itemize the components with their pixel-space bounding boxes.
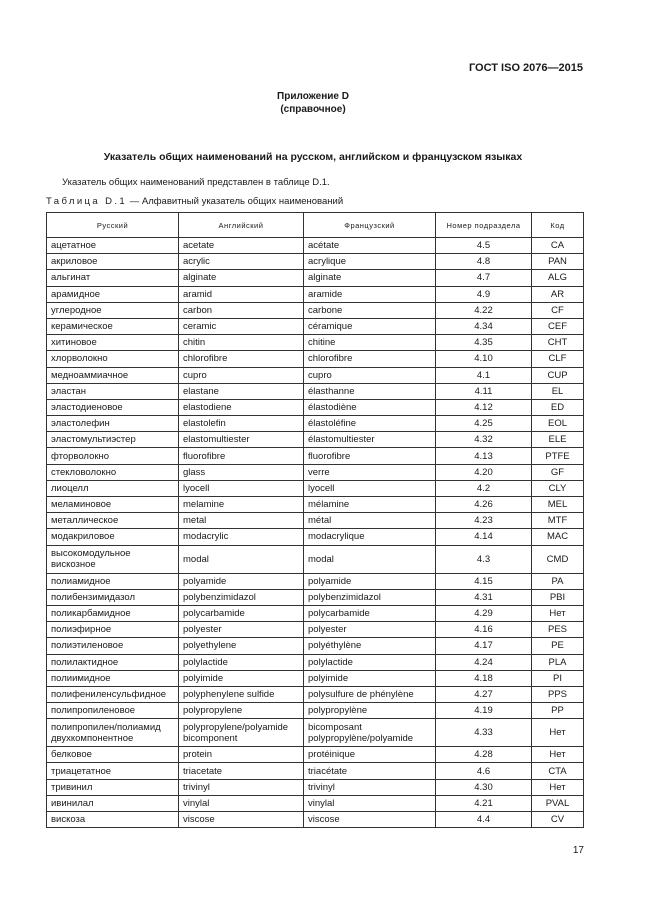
table-row	[47, 812, 584, 828]
cell-subsection: 4.31	[436, 589, 532, 605]
cell-english: polycarbamide	[179, 605, 304, 621]
cell-code: Нет	[532, 719, 584, 747]
cell-subsection: 4.1	[436, 367, 532, 383]
cell-russian: керамическое	[47, 318, 179, 334]
cell-subsection: 4.24	[436, 654, 532, 670]
table-row	[47, 670, 584, 686]
cell-russian: тривинил	[47, 779, 179, 795]
intro-paragraph: Указатель общих наименований представлен в таблице D.1.	[62, 177, 330, 188]
table-row	[47, 589, 584, 605]
cell-code: Нет	[532, 605, 584, 621]
table-caption	[46, 196, 343, 207]
cell-french: vinylal	[304, 795, 436, 811]
cell-russian: акриловое	[47, 254, 179, 270]
cell-russian: вискоза	[47, 812, 179, 828]
cell-code: AR	[532, 286, 584, 302]
cell-russian: эластолефин	[47, 416, 179, 432]
cell-english: modal	[179, 545, 304, 573]
cell-french: élasthanne	[304, 383, 436, 399]
cell-russian: поликарбамидное	[47, 605, 179, 621]
cell-french: trivinyl	[304, 779, 436, 795]
cell-subsection: 4.27	[436, 686, 532, 702]
cell-russian: полиимидное	[47, 670, 179, 686]
cell-russian: модакриловое	[47, 529, 179, 545]
cell-english: cupro	[179, 367, 304, 383]
cell-russian: полибензимидазол	[47, 589, 179, 605]
cell-subsection: 4.17	[436, 638, 532, 654]
cell-code: CEF	[532, 318, 584, 334]
cell-russian: полиэтиленовое	[47, 638, 179, 654]
cell-english: ceramic	[179, 318, 304, 334]
cell-code: ALG	[532, 270, 584, 286]
cell-english: fluorofibre	[179, 448, 304, 464]
cell-french: alginate	[304, 270, 436, 286]
table-row	[47, 432, 584, 448]
cell-russian: арамидное	[47, 286, 179, 302]
table-row	[47, 351, 584, 367]
cell-french: métal	[304, 513, 436, 529]
cell-code: ED	[532, 399, 584, 415]
cell-french: chlorofibre	[304, 351, 436, 367]
cell-code: PLA	[532, 654, 584, 670]
cell-code: MEL	[532, 497, 584, 513]
cell-english: polypropylene	[179, 703, 304, 719]
cell-russian: белковое	[47, 747, 179, 763]
cell-subsection: 4.30	[436, 779, 532, 795]
cell-french: bicomposant polypropylène/polyamide	[304, 719, 436, 747]
cell-subsection: 4.29	[436, 605, 532, 621]
cell-subsection: 4.16	[436, 622, 532, 638]
header-row	[47, 213, 584, 238]
cell-russian: полиамидное	[47, 573, 179, 589]
cell-french: acétate	[304, 238, 436, 254]
cell-russian: полилактидное	[47, 654, 179, 670]
table-row	[47, 399, 584, 415]
table-row	[47, 763, 584, 779]
table-row	[47, 654, 584, 670]
cell-french: chitine	[304, 335, 436, 351]
standard-designation: ГОСТ ISO 2076—2015	[468, 62, 583, 74]
cell-french: lyocell	[304, 480, 436, 496]
cell-french: acrylique	[304, 254, 436, 270]
cell-english: polypropylene/polyamide bicomponent	[179, 719, 304, 747]
cell-russian: медноаммиачное	[47, 367, 179, 383]
cell-english: polyethylene	[179, 638, 304, 654]
cell-subsection: 4.26	[436, 497, 532, 513]
cell-french: modal	[304, 545, 436, 573]
table-row	[47, 383, 584, 399]
cell-code: MTF	[532, 513, 584, 529]
cell-english: metal	[179, 513, 304, 529]
cell-english: trivinyl	[179, 779, 304, 795]
cell-code: CLF	[532, 351, 584, 367]
table-row	[47, 318, 584, 334]
cell-subsection: 4.32	[436, 432, 532, 448]
table-row	[47, 238, 584, 254]
cell-french: protéinique	[304, 747, 436, 763]
cell-russian: триацетатное	[47, 763, 179, 779]
cell-french: modacrylique	[304, 529, 436, 545]
cell-russian: меламиновое	[47, 497, 179, 513]
table-row	[47, 286, 584, 302]
cell-code: EL	[532, 383, 584, 399]
cell-english: polyimide	[179, 670, 304, 686]
cell-french: aramide	[304, 286, 436, 302]
cell-subsection: 4.14	[436, 529, 532, 545]
cell-subsection: 4.28	[436, 747, 532, 763]
cell-code: MAC	[532, 529, 584, 545]
cell-subsection: 4.9	[436, 286, 532, 302]
cell-french: élastoléfine	[304, 416, 436, 432]
cell-russian: ацетатное	[47, 238, 179, 254]
cell-russian: стекловолокно	[47, 464, 179, 480]
cell-french: polylactide	[304, 654, 436, 670]
cell-code: GF	[532, 464, 584, 480]
cell-russian: хлорволокно	[47, 351, 179, 367]
table-row	[47, 270, 584, 286]
annex-heading	[0, 90, 626, 116]
cell-code: CLY	[532, 480, 584, 496]
cell-code: CF	[532, 302, 584, 318]
table-row	[47, 529, 584, 545]
cell-subsection: 4.33	[436, 719, 532, 747]
column-header-subsection: Номер подраздела	[436, 213, 532, 238]
table-row	[47, 545, 584, 573]
cell-code: PTFE	[532, 448, 584, 464]
cell-french: céramique	[304, 318, 436, 334]
cell-code: PAN	[532, 254, 584, 270]
cell-code: CHT	[532, 335, 584, 351]
cell-english: acrylic	[179, 254, 304, 270]
cell-french: polyimide	[304, 670, 436, 686]
cell-french: polypropylène	[304, 703, 436, 719]
cell-french: polysulfure de phénylène	[304, 686, 436, 702]
cell-russian: хитиновое	[47, 335, 179, 351]
cell-french: verre	[304, 464, 436, 480]
cell-code: CMD	[532, 545, 584, 573]
column-header-russian: Русский	[47, 213, 179, 238]
cell-russian: эластодиеновое	[47, 399, 179, 415]
cell-code: CV	[532, 812, 584, 828]
cell-code: PVAL	[532, 795, 584, 811]
annex-subtitle: (справочное)	[280, 104, 346, 115]
cell-subsection: 4.10	[436, 351, 532, 367]
table-row	[47, 497, 584, 513]
cell-english: aramid	[179, 286, 304, 302]
cell-russian: углеродное	[47, 302, 179, 318]
cell-subsection: 4.5	[436, 238, 532, 254]
column-header-english: Английский	[179, 213, 304, 238]
index-table-body	[47, 238, 584, 828]
cell-english: elastomultiester	[179, 432, 304, 448]
cell-english: alginate	[179, 270, 304, 286]
section-heading: Указатель общих наименований на русском, английском и французском языках	[103, 151, 523, 163]
table-row	[47, 638, 584, 654]
index-table-header	[47, 213, 584, 238]
cell-french: polyester	[304, 622, 436, 638]
cell-english: elastodiene	[179, 399, 304, 415]
table-row	[47, 254, 584, 270]
column-header-code: Код	[532, 213, 584, 238]
cell-subsection: 4.7	[436, 270, 532, 286]
cell-code: PPS	[532, 686, 584, 702]
cell-russian: эластомультиэстер	[47, 432, 179, 448]
table-row	[47, 719, 584, 747]
table-row	[47, 464, 584, 480]
cell-code: PP	[532, 703, 584, 719]
cell-code: PE	[532, 638, 584, 654]
cell-english: elastolefin	[179, 416, 304, 432]
cell-subsection: 4.3	[436, 545, 532, 573]
cell-english: melamine	[179, 497, 304, 513]
cell-subsection: 4.18	[436, 670, 532, 686]
table-row	[47, 302, 584, 318]
cell-english: lyocell	[179, 480, 304, 496]
cell-french: carbone	[304, 302, 436, 318]
cell-english: polyester	[179, 622, 304, 638]
cell-french: polybenzimidazol	[304, 589, 436, 605]
cell-english: glass	[179, 464, 304, 480]
table-row	[47, 779, 584, 795]
cell-english: viscose	[179, 812, 304, 828]
cell-code: CA	[532, 238, 584, 254]
cell-french: fluorofibre	[304, 448, 436, 464]
cell-russian: полипропилен/полиамид двухкомпонентное	[47, 719, 179, 747]
cell-russian: эластан	[47, 383, 179, 399]
cell-english: polyamide	[179, 573, 304, 589]
cell-code: Нет	[532, 747, 584, 763]
table-caption-label: Таблица D.1	[46, 196, 128, 207]
cell-code: Нет	[532, 779, 584, 795]
cell-french: mélamine	[304, 497, 436, 513]
cell-english: chlorofibre	[179, 351, 304, 367]
cell-french: cupro	[304, 367, 436, 383]
cell-english: triacetate	[179, 763, 304, 779]
table-row	[47, 605, 584, 621]
cell-french: élastomultiester	[304, 432, 436, 448]
table-row	[47, 703, 584, 719]
cell-subsection: 4.35	[436, 335, 532, 351]
table-row	[47, 622, 584, 638]
table-row	[47, 448, 584, 464]
cell-subsection: 4.4	[436, 812, 532, 828]
cell-russian: полиэфирное	[47, 622, 179, 638]
cell-french: viscose	[304, 812, 436, 828]
cell-subsection: 4.15	[436, 573, 532, 589]
cell-french: triacétate	[304, 763, 436, 779]
cell-subsection: 4.21	[436, 795, 532, 811]
cell-russian: альгинат	[47, 270, 179, 286]
cell-english: elastane	[179, 383, 304, 399]
page-number: 17	[572, 845, 584, 856]
cell-subsection: 4.8	[436, 254, 532, 270]
cell-russian: фторволокно	[47, 448, 179, 464]
table-row	[47, 416, 584, 432]
cell-russian: металлическое	[47, 513, 179, 529]
cell-code: CUP	[532, 367, 584, 383]
cell-subsection: 4.11	[436, 383, 532, 399]
table-caption-dash: —	[129, 196, 140, 207]
cell-code: PES	[532, 622, 584, 638]
cell-russian: ивинилал	[47, 795, 179, 811]
cell-code: PI	[532, 670, 584, 686]
table-row	[47, 513, 584, 529]
table-caption-title: Алфавитный указатель общих наименований	[141, 196, 344, 207]
cell-english: chitin	[179, 335, 304, 351]
cell-subsection: 4.22	[436, 302, 532, 318]
table-row	[47, 573, 584, 589]
cell-french: polyamide	[304, 573, 436, 589]
cell-subsection: 4.34	[436, 318, 532, 334]
cell-russian: лиоцелл	[47, 480, 179, 496]
cell-english: acetate	[179, 238, 304, 254]
table-row	[47, 480, 584, 496]
annex-title: Приложение D	[277, 91, 349, 102]
table-row	[47, 795, 584, 811]
table-row	[47, 335, 584, 351]
cell-english: vinylal	[179, 795, 304, 811]
cell-subsection: 4.13	[436, 448, 532, 464]
cell-code: PBI	[532, 589, 584, 605]
cell-subsection: 4.6	[436, 763, 532, 779]
cell-french: polyéthylène	[304, 638, 436, 654]
cell-code: EOL	[532, 416, 584, 432]
cell-french: élastodiène	[304, 399, 436, 415]
cell-english: polylactide	[179, 654, 304, 670]
table-row	[47, 686, 584, 702]
cell-english: polyphenylene sulfide	[179, 686, 304, 702]
cell-subsection: 4.2	[436, 480, 532, 496]
cell-russian: полифениленсульфидное	[47, 686, 179, 702]
cell-english: modacrylic	[179, 529, 304, 545]
cell-subsection: 4.12	[436, 399, 532, 415]
cell-subsection: 4.20	[436, 464, 532, 480]
cell-code: CTA	[532, 763, 584, 779]
cell-russian: высокомодульное вискозное	[47, 545, 179, 573]
table-row	[47, 747, 584, 763]
cell-code: PA	[532, 573, 584, 589]
column-header-french: Французский	[304, 213, 436, 238]
cell-french: polycarbamide	[304, 605, 436, 621]
cell-subsection: 4.25	[436, 416, 532, 432]
table-row	[47, 367, 584, 383]
cell-russian: полипропиленовое	[47, 703, 179, 719]
cell-english: polybenzimidazol	[179, 589, 304, 605]
cell-subsection: 4.23	[436, 513, 532, 529]
cell-english: carbon	[179, 302, 304, 318]
cell-subsection: 4.19	[436, 703, 532, 719]
cell-code: ELE	[532, 432, 584, 448]
index-table	[46, 212, 584, 828]
cell-english: protein	[179, 747, 304, 763]
